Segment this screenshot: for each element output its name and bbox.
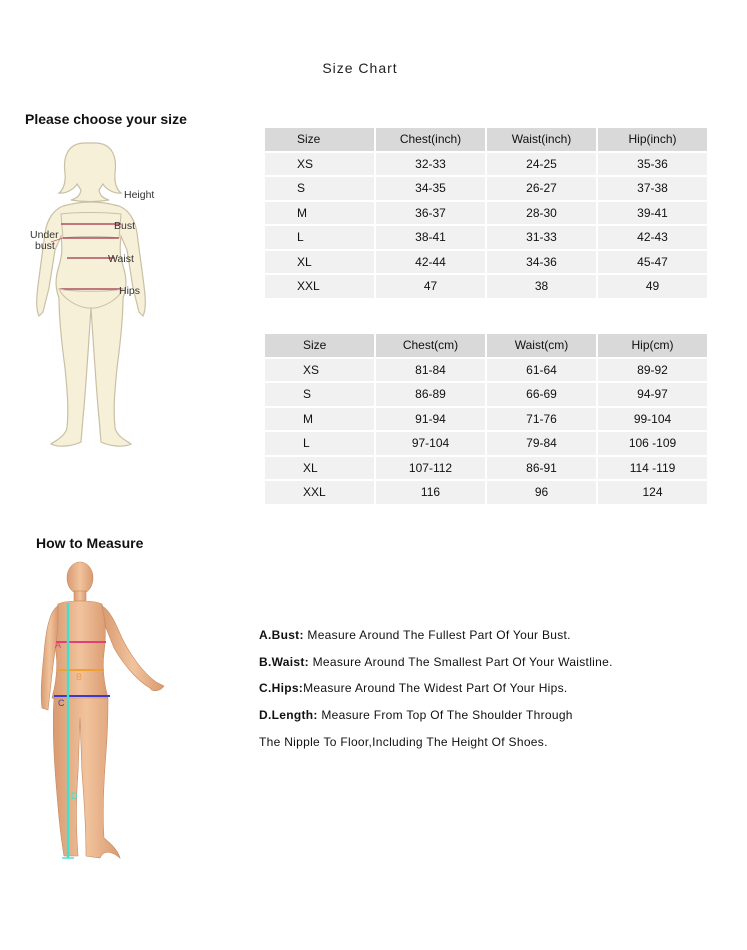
- header-cell: Chest(cm): [376, 334, 485, 357]
- instruction-hips: [259, 681, 568, 695]
- table-cell: 24-25: [487, 153, 596, 176]
- under-bust-label-line2: bust: [35, 240, 55, 252]
- bust-label: Bust: [114, 220, 136, 232]
- hips-label: Hips: [119, 285, 141, 297]
- table-cell: 61-64: [487, 359, 596, 382]
- table-cell: 47: [376, 275, 485, 298]
- table-cell: XL: [265, 251, 374, 274]
- table-cell: XXL: [265, 481, 374, 504]
- size-table-cm: [263, 332, 709, 506]
- table-cell: XS: [265, 153, 374, 176]
- table-cell: S: [265, 177, 374, 200]
- table-cell: 124: [598, 481, 707, 504]
- instruction-waist-text: Measure Around The Smallest Part Of Your Waistline.: [308, 655, 613, 669]
- table-row: [265, 177, 707, 200]
- table-cell: 96: [487, 481, 596, 504]
- table-row: [265, 432, 707, 455]
- header-cell: Hip(cm): [598, 334, 707, 357]
- instruction-length-continued: The Nipple To Floor,Including The Height Of Shoes.: [259, 735, 548, 749]
- table-cell: 116: [376, 481, 485, 504]
- female-silhouette-diagram: [25, 138, 175, 453]
- table-cell: 31-33: [487, 226, 596, 249]
- header-cell: Chest(inch): [376, 128, 485, 151]
- how-to-measure-heading: How to Measure: [36, 535, 144, 551]
- table-cell: 79-84: [487, 432, 596, 455]
- table-row: [265, 383, 707, 406]
- table-cell: 39-41: [598, 202, 707, 225]
- table-cell: 91-94: [376, 408, 485, 431]
- instruction-length: [259, 708, 573, 722]
- size-table-inch: [263, 126, 709, 300]
- table-cell: 81-84: [376, 359, 485, 382]
- table-row: [265, 153, 707, 176]
- table-cell: 37-38: [598, 177, 707, 200]
- table-cell: 107-112: [376, 457, 485, 480]
- table-cell: M: [265, 202, 374, 225]
- table-row: [265, 226, 707, 249]
- table-cell: 38-41: [376, 226, 485, 249]
- instruction-hips-text: Measure Around The Widest Part Of Your Hips.: [303, 681, 568, 695]
- table-cell: 34-36: [487, 251, 596, 274]
- marker-c: C: [58, 698, 65, 708]
- table-cell: L: [265, 432, 374, 455]
- table-cell: 49: [598, 275, 707, 298]
- table-cell: 94-97: [598, 383, 707, 406]
- table-cell: 66-69: [487, 383, 596, 406]
- table-row: [265, 408, 707, 431]
- table-row: [265, 481, 707, 504]
- table-cell: 106 -109: [598, 432, 707, 455]
- instruction-length-text: Measure From Top Of The Shoulder Through: [317, 708, 573, 722]
- instruction-waist: [259, 655, 613, 669]
- table-cell: 114 -119: [598, 457, 707, 480]
- table-cell: 42-44: [376, 251, 485, 274]
- table-cell: 28-30: [487, 202, 596, 225]
- table-cell: 34-35: [376, 177, 485, 200]
- table-cell: 71-76: [487, 408, 596, 431]
- under-bust-label-line1: Under: [30, 229, 59, 241]
- table-cell: L: [265, 226, 374, 249]
- table-cell: 42-43: [598, 226, 707, 249]
- header-cell: Waist(inch): [487, 128, 596, 151]
- table-cell: 38: [487, 275, 596, 298]
- header-cell: Hip(inch): [598, 128, 707, 151]
- table-cell: 86-89: [376, 383, 485, 406]
- header-cell: Size: [265, 128, 374, 151]
- table-row: [265, 457, 707, 480]
- table-cell: 36-37: [376, 202, 485, 225]
- marker-d: D: [71, 791, 78, 801]
- page-title: Size Chart: [322, 60, 398, 76]
- table-cell: 86-91: [487, 457, 596, 480]
- instruction-bust: [259, 628, 571, 642]
- table-cell: S: [265, 383, 374, 406]
- table-row: [265, 359, 707, 382]
- table-cell: M: [265, 408, 374, 431]
- header-cell: Size: [265, 334, 374, 357]
- table-header-row: [265, 128, 707, 151]
- table-header-row: [265, 334, 707, 357]
- instruction-bust-text: Measure Around The Fullest Part Of Your Bust.: [303, 628, 571, 642]
- table-cell: 35-36: [598, 153, 707, 176]
- marker-b: B: [76, 672, 83, 682]
- table-row: [265, 275, 707, 298]
- instruction-bust-label: A.Bust:: [259, 628, 304, 642]
- table-cell: 89-92: [598, 359, 707, 382]
- table-cell: 32-33: [376, 153, 485, 176]
- table-cell: XS: [265, 359, 374, 382]
- choose-size-heading: Please choose your size: [25, 111, 187, 127]
- table-row: [265, 251, 707, 274]
- waist-label: Waist: [108, 253, 134, 265]
- table-cell: 45-47: [598, 251, 707, 274]
- instruction-hips-label: C.Hips:: [259, 681, 304, 695]
- table-row: [265, 202, 707, 225]
- height-label: Height: [124, 189, 155, 201]
- marker-a: A: [55, 640, 62, 650]
- header-cell: Waist(cm): [487, 334, 596, 357]
- table-cell: XL: [265, 457, 374, 480]
- table-cell: XXL: [265, 275, 374, 298]
- measurement-figure: [30, 558, 180, 868]
- instruction-waist-label: B.Waist:: [259, 655, 309, 669]
- table-cell: 26-27: [487, 177, 596, 200]
- instruction-length-label: D.Length:: [259, 708, 318, 722]
- table-cell: 97-104: [376, 432, 485, 455]
- table-cell: 99-104: [598, 408, 707, 431]
